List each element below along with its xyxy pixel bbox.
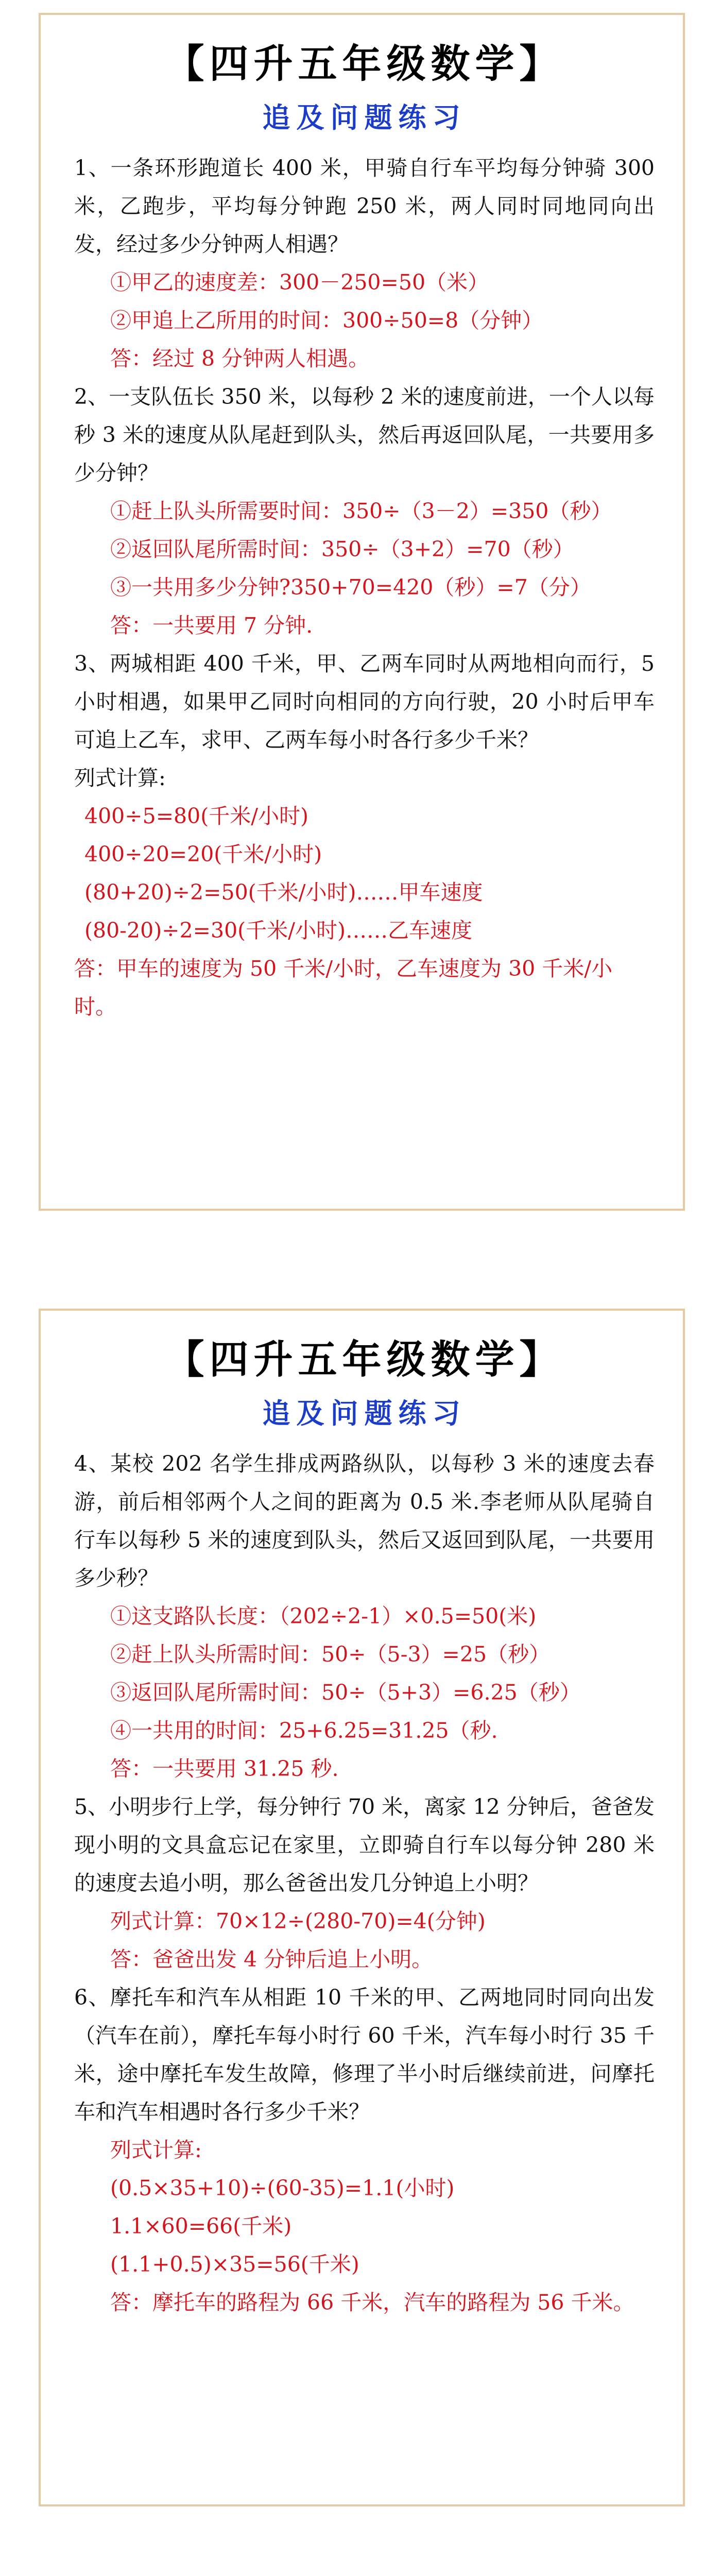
page-title: 【四升五年级数学】 <box>165 1336 564 1382</box>
solution-step: (80+20)÷2=50(千米/小时)……甲车速度 <box>84 880 483 905</box>
solution-step: 列式计算：70×12÷(280-70)=4(分钟) <box>110 1909 486 1934</box>
answer-line: 答：经过 8 分钟两人相遇。 <box>110 346 370 371</box>
problem-text: 列式计算: <box>74 766 166 790</box>
answer-line: 答：甲车的速度为 50 千米/小时，乙车速度为 30 千米/小时。 <box>74 956 613 1019</box>
problem-text: 2、一支队伍长 350 米，以每秒 2 米的速度前进，一个人以每秒 3 米的速度从队尾赶到队头，然后再返回队尾，一共要用多少分钟？ <box>74 384 655 485</box>
page-subtitle: 追及问题练习 <box>262 1397 467 1430</box>
solution-step: 400÷20=20(千米/小时) <box>84 842 322 867</box>
problem-lines <box>74 149 655 1026</box>
page-title: 【四升五年级数学】 <box>165 41 564 87</box>
solution-step: (80-20)÷2=30(千米/小时)……乙车速度 <box>84 918 472 943</box>
problem-text: 6、摩托车和汽车从相距 10 千米的甲、乙两地同时同向出发（汽车在前），摩托车每小时行 60 千米，汽车每小时行 35 千米，途中摩托车发生故障，修理了半小时后继续前进，问摩托车和汽车相遇时各行多少千米？ <box>74 1985 655 2124</box>
answer-line: 答：摩托车的路程为 66 千米，汽车的路程为 56 千米。 <box>110 2290 634 2315</box>
solution-step: 1.1×60=66(千米) <box>110 2214 292 2239</box>
page-content <box>74 1331 655 2321</box>
solution-step: ②返回队尾所需时间：350÷（3+2）=70（秒） <box>110 537 574 562</box>
problem-text: 4、某校 202 名学生排成两路纵队，以每秒 3 米的速度去春游，前后相邻两个人之间的距离为 0.5 米.李老师从队尾骑自行车以每秒 5 米的速度到队头，然后又返回到队尾，一共要用多少秒？ <box>74 1451 655 1590</box>
solution-step: ②赶上队头所需时间：50÷（5-3）=25（秒） <box>110 1642 551 1667</box>
solution-step: ①这支路队长度：（202÷2-1）×0.5=50(米) <box>110 1604 537 1629</box>
solution-step: ①甲乙的速度差：300－250=50（米） <box>110 270 489 295</box>
problem-text: 3、两城相距 400 千米，甲、乙两车同时从两地相向而行，5 小时相遇，如果甲乙同时向相同的方向行驶，20 小时后甲车可追上乙车，求甲、乙两车每小时各行多少千米？ <box>74 651 655 752</box>
solution-step: 列式计算: <box>110 2138 202 2162</box>
answer-line: 答：一共要用 31.25 秒. <box>110 1756 339 1781</box>
worksheet-page-1 <box>39 13 685 1211</box>
solution-step: ①赶上队头所需要时间：350÷（3－2）=350（秒） <box>110 499 612 523</box>
page-subtitle: 追及问题练习 <box>262 101 467 134</box>
solution-step: ③返回队尾所需时间：50÷（5+3）=6.25（秒） <box>110 1680 581 1705</box>
problem-lines <box>74 1445 655 2321</box>
solution-step: ②甲追上乙所用的时间：300÷50=8（分钟） <box>110 308 543 333</box>
problem-text: 5、小明步行上学，每分钟行 70 米，离家 12 分钟后，爸爸发现小明的文具盒忘记在家里，立即骑自行车以每分钟 280 米的速度去追小明，那么爸爸出发几分钟追上小明？ <box>74 1794 655 1895</box>
solution-step: (0.5×35+10)÷(60-35)=1.1(小时) <box>110 2176 455 2200</box>
solution-step: ③一共用多少分钟?350+70=420（秒）=7（分） <box>110 575 591 600</box>
worksheet-page-2 <box>39 1309 685 2506</box>
answer-line: 答：爸爸出发 4 分钟后追上小明。 <box>110 1947 433 1972</box>
page-content <box>74 36 655 1026</box>
solution-step: 400÷5=80(千米/小时) <box>84 804 309 828</box>
solution-step: (1.1+0.5)×35=56(千米) <box>110 2252 359 2277</box>
problem-text: 1、一条环形跑道长 400 米，甲骑自行车平均每分钟骑 300 米，乙跑步，平均每分钟跑 250 米，两人同时同地同向出发，经过多少分钟两人相遇？ <box>74 156 655 257</box>
solution-step: ④一共用的时间：25+6.25=31.25（秒. <box>110 1718 498 1743</box>
answer-line: 答：一共要用 7 分钟. <box>110 613 313 638</box>
